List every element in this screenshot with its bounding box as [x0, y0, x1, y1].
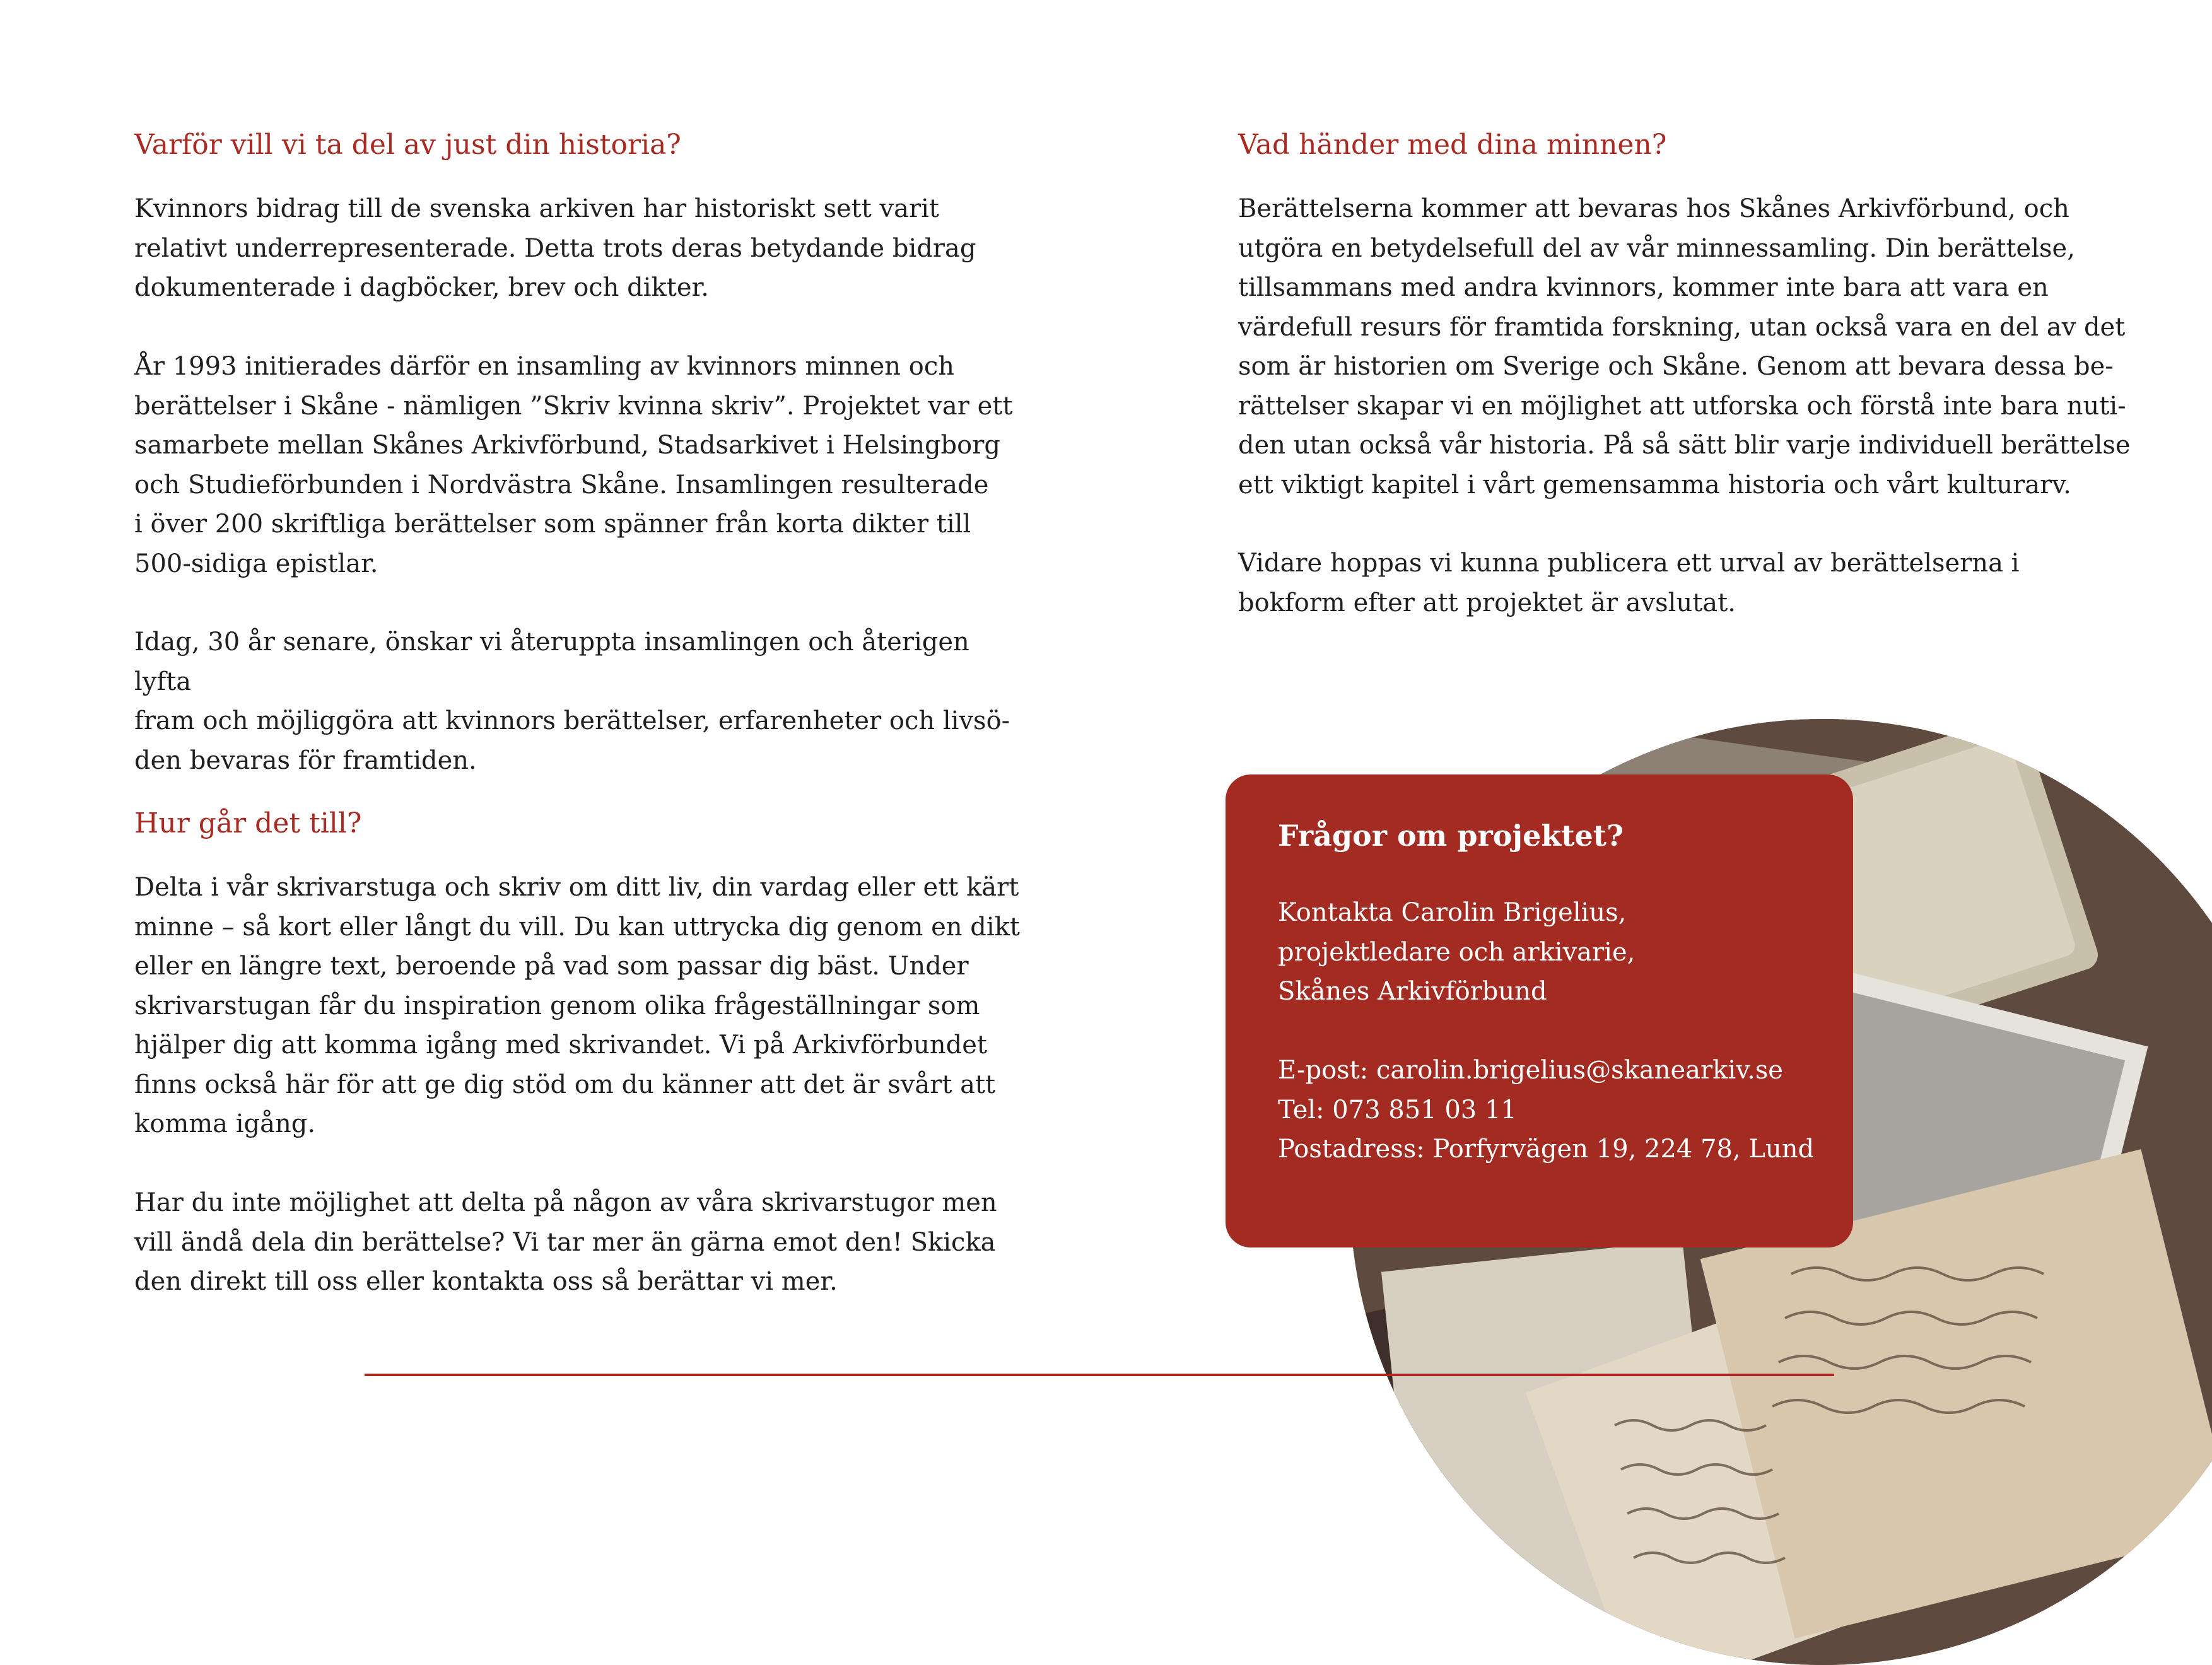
contact-phone[interactable]: Tel: 073 851 03 11	[1278, 1095, 1517, 1125]
contact-role: projektledare och arkivarie,	[1278, 937, 1636, 967]
paragraph-why-1: Kvinnors bidrag till de svenska arkiven har historiskt sett varit relativt underrepresenterade. Detta trots deras betydande bidrag dokumenterade i dagböcker, brev och dikter.	[134, 194, 976, 302]
paragraph-why-2: År 1993 initierades därför en insamling av kvinnors minnen och berättelser i Skåne - nämligen ”Skriv kvinna skriv”. Projektet var ett samarbete mellan Skånes Arkivförbund, Stadsarkivet i Helsingborg och Studieförbunden i Nordvästra Skåne. Insamlingen resulterade i över 200 skriftliga berättelser som spänner från korta dikter till 500-sidiga epistlar.	[134, 352, 1013, 578]
contact-address: Postadress: Porfyrvägen 19, 224 78, Lund	[1278, 1135, 1815, 1164]
contact-spacer	[1278, 1012, 1815, 1051]
heading-how-it-works: Hur går det till?	[134, 807, 362, 839]
contact-name: Kontakta Carolin Brigelius,	[1278, 898, 1627, 927]
paragraph-what-2: Vidare hoppas vi kunna publicera ett urval av berättelserna i bokform efter att projektet är avslutat.	[1238, 549, 2020, 617]
contact-title: Frågor om projektet?	[1278, 819, 1624, 853]
contact-organization: Skånes Arkivförbund	[1278, 977, 1547, 1006]
contact-box	[1226, 774, 1853, 1247]
paragraph-how-2: Har du inte möjlighet att delta på någon av våra skrivarstugor men vill ändå dela din berättelse? Vi tar mer än gärna emot den! Skicka den direkt till oss eller kontakta oss så berättar vi mer.	[134, 1188, 997, 1296]
heading-what-happens: Vad händer med dina minnen?	[1238, 129, 1667, 161]
paragraph-what-1: Berättelserna kommer att bevaras hos Skånes Arkivförbund, och utgöra en betydelsefull del av vår minnessamling. Din berättelse, tillsammans med andra kvinnors, kommer inte bara att vara en värdefull resurs för framtida forskning, utan också vara en del av det som är historien om Sverige och Skåne. Genom att bevara dessa be- rättelser skapar vi en möjlighet att utforska och förstå inte bara nuti- den utan också vår historia. På så sätt blir varje individuell berättelse ett viktigt kapitel i vårt gemensamma historia och vårt kulturarv.	[1238, 194, 2131, 500]
paragraph-how-1: Delta i vår skrivarstuga och skriv om ditt liv, din vardag eller ett kärt minne – så kort eller långt du vill. Du kan uttrycka dig genom en dikt eller en längre text, beroende på vad som passar dig bäst. Under skrivarstugan får du inspiration genom olika frågeställningar som hjälper dig att komma igång med skrivandet. Vi på Arkivförbundet finns också här för att ge dig stöd om du känner att det är svårt att komma igång.	[134, 873, 1021, 1138]
paragraph-why-3: Idag, 30 år senare, önskar vi återuppta insamlingen och återigen lyfta fram och möjliggöra att kvinnors berättelser, erfarenheter och livsö- den bevaras för framtiden.	[134, 628, 1010, 775]
contact-email[interactable]: E-post: carolin.brigelius@skanearkiv.se	[1278, 1056, 1783, 1085]
heading-why-your-story: Varför vill vi ta del av just din historia?	[134, 129, 681, 161]
divider-line	[365, 1374, 1834, 1376]
